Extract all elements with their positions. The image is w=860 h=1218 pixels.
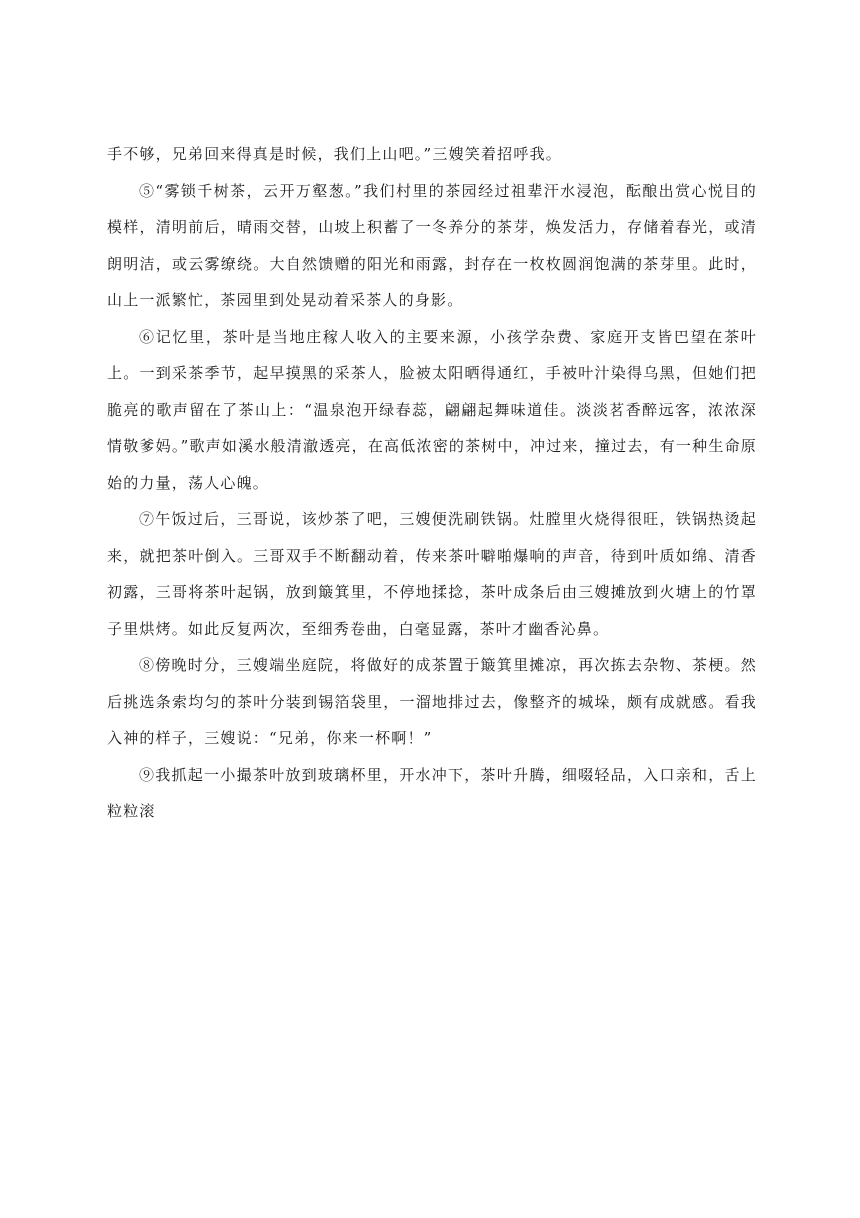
paragraph-4-continuation: 手不够，兄弟回来得真是时候，我们上山吧。”三嫂笑着招呼我。 [107,145,562,163]
paragraph-9: ⑨我抓起一小撮茶叶放到玻璃杯里，开水冲下，茶叶升腾，细啜轻品，入口亲和，舌上粒粒滚 [107,765,757,820]
paragraph-8: ⑧傍晚时分，三嫂端坐庭院，将做好的成茶置于簸箕里摊凉，再次拣去杂物、茶梗。然后挑选条索均匀的茶叶分装到锡箔袋里，一溜地排过去，像整齐的城垛，颇有成就感。看我入神的样子，三嫂说：“兄弟，你来一杯啊！” [107,656,757,747]
paragraph-7: ⑦午饭过后，三哥说，该炒茶了吧，三嫂便洗刷铁锅。灶膛里火烧得很旺，铁锅热烫起来，就把茶叶倒入。三哥双手不断翻动着，传来茶叶噼啪爆响的声音，待到叶质如绵、清香初露，三哥将茶叶起锅，放到簸箕里，不停地揉捻，茶叶成条后由三嫂摊放到火塘上的竹罩子里烘烤。如此反复两次，至细秀卷曲，白毫显露，茶叶才幽香沁鼻。 [107,510,757,638]
article-body [107,136,757,830]
paragraph-5: ⑤“雾锁千树茶，云开万壑葱。”我们村里的茶园经过祖辈汗水浸泡，酝酿出赏心悦目的模样，清明前后，晴雨交替，山坡上积蓄了一冬养分的茶芽，焕发活力，存储着春光，或清朗明洁，或云雾缭绕。大自然馈赠的阳光和雨露，封存在一枚枚圆润饱满的茶芽里。此时，山上一派繁忙，茶园里到处晃动着采茶人的身影。 [107,181,757,309]
paragraph-6: ⑥记忆里，茶叶是当地庄稼人收入的主要来源，小孩学杂费、家庭开支皆巴望在茶叶上。一到采茶季节，起早摸黑的采茶人，脸被太阳晒得通红，手被叶汁染得乌黑，但她们把脆亮的歌声留在了茶山上：“温泉泡开绿春蕊，翩翩起舞味道佳。淡淡茗香醉远客，浓浓深情敬爹妈。”歌声如溪水般清澈透亮，在高低浓密的茶树中，冲过来，撞过去，有一种生命原始的力量，荡人心魄。 [107,327,757,492]
